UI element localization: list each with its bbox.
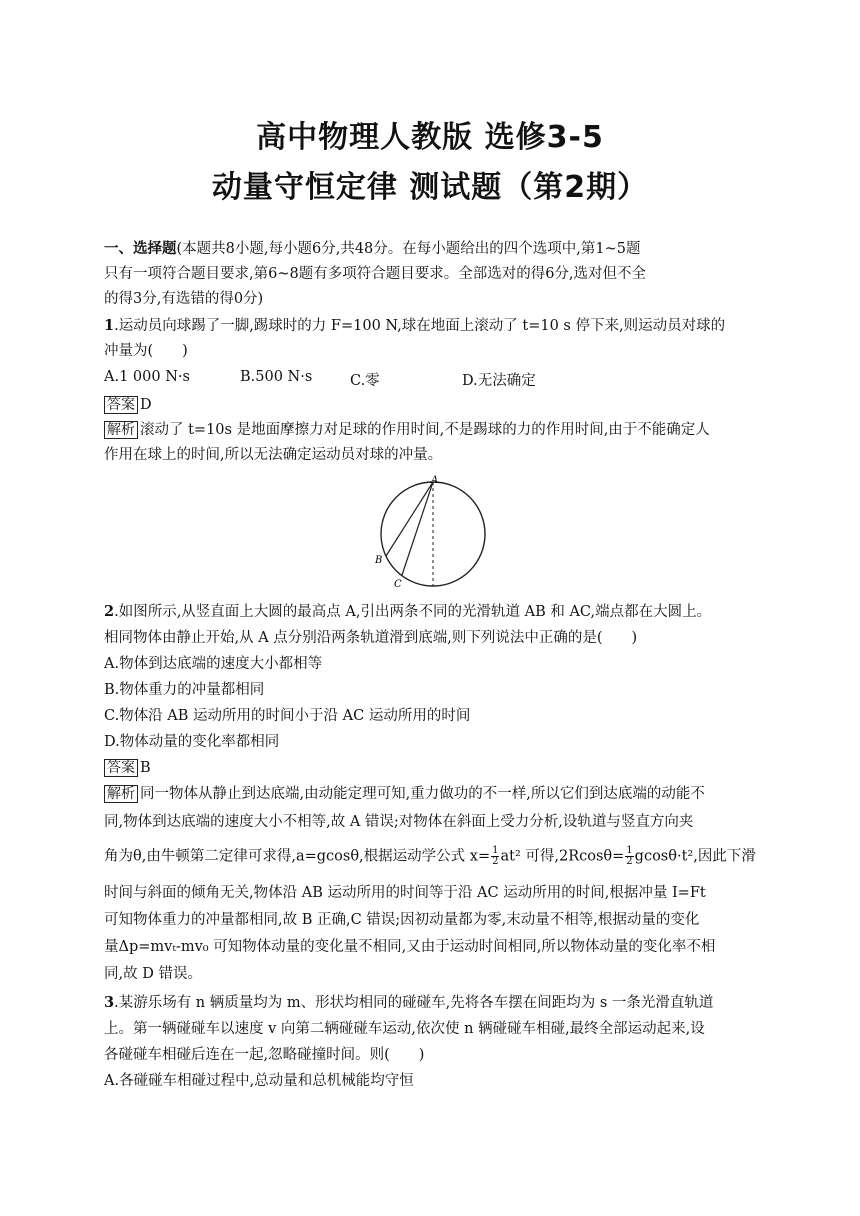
q2-analysis-line-5: 可知物体重力的冲量都相同,故 B 正确,C 错误;因初动量都为零,末动量不相等,根据动量的变化	[104, 912, 700, 928]
q2-text-line-2: 相同物体由静止开始,从 A 点分别沿两条轨道滑到底端,则下列说法中正确的是( )	[104, 630, 638, 646]
q1-text-1: .运动员向球踢了一脚,踢球时的力 F=100 N,球在地面上滚动了 t=10 s 停下来,则运动员对球的	[114, 318, 726, 334]
q2-answer-line	[104, 759, 151, 777]
q1-analysis-line-1	[104, 421, 710, 439]
fraction-denominator: 2	[626, 856, 633, 867]
page-subtitle: 动量守恒定律 测试题（第2期）	[211, 170, 649, 205]
circle-figure	[372, 472, 492, 592]
chord-ac	[402, 482, 433, 575]
q2-text-line-1	[104, 603, 711, 621]
page-title: 高中物理人教版 选修3-5	[256, 120, 604, 155]
fraction-denominator: 2	[492, 856, 499, 867]
q2-analysis-text-3b: at² 可得,2Rcosθ=	[500, 848, 625, 865]
q1-text-line-1	[104, 317, 725, 335]
q2-text-1: .如图所示,从竖直面上大圆的最高点 A,引出两条不同的光滑轨道 AB 和 AC,端点都在大圆上。	[114, 604, 712, 620]
q1-analysis-text-1: 滚动了 t=10s 是地面摩擦力对足球的作用时间,不是踢球的力的作用时间,由于不能确定人	[140, 422, 710, 438]
q1-text-line-2: 冲量为( )	[104, 343, 188, 359]
label-a: A	[431, 475, 439, 486]
q2-analysis-text-3c: gcosθ·t²,因此下滑	[634, 848, 756, 865]
q2-analysis-line-6: 量Δp=mvₜ-mv₀ 可知物体动量的变化量不相同,又由于运动时间相同,所以物体动量的变化率不相	[104, 939, 716, 955]
answer-tag: 答案	[104, 396, 138, 414]
fraction-numerator: 1	[626, 845, 633, 856]
q2-analysis-line-7: 同,故 D 错误。	[104, 966, 202, 982]
q3-text-line-1	[104, 994, 713, 1012]
q2-option-b: B.物体重力的冲量都相同	[104, 682, 265, 698]
big-circle	[381, 482, 485, 586]
q1-option-b: B.500 N·s	[240, 369, 313, 385]
q1-analysis-line-2: 作用在球上的时间,所以无法确定运动员对球的冲量。	[104, 447, 443, 463]
q2-option-c: C.物体沿 AB 运动所用的时间小于沿 AC 运动所用的时间	[104, 708, 471, 724]
chord-ab	[386, 482, 433, 556]
fraction-half	[491, 846, 499, 867]
q1-answer: D	[140, 397, 152, 413]
fraction-numerator: 1	[492, 845, 499, 856]
section-heading: 一、选择题	[104, 240, 177, 257]
q3-text-1: .某游乐场有 n 辆质量均为 m、形状均相同的碰碰车,先将各车摆在间距均为 s 一条光滑直轨道	[114, 995, 714, 1011]
q1-option-d: D.无法确定	[462, 373, 536, 389]
q2-number: 2	[104, 603, 115, 620]
q2-analysis-text-1: 同一物体从静止到达底端,由动能定理可知,重力做功的不一样,所以它们到达底端的动能不	[140, 786, 705, 802]
fraction-half-2	[625, 846, 633, 867]
label-b: B	[375, 555, 383, 566]
analysis-tag: 解析	[104, 785, 138, 803]
q2-answer: B	[140, 760, 151, 776]
q1-number: 1	[104, 317, 115, 334]
analysis-tag: 解析	[104, 421, 138, 439]
section-intro-text-1: (本题共8小题,每小题6分,共48分。在每小题给出的四个选项中,第1~5题	[176, 241, 641, 257]
q2-analysis-line-2: 同,物体到达底端的速度大小不相等,故 A 错误;对物体在斜面上受力分析,设轨道与竖直方向夹	[104, 814, 694, 830]
q2-analysis-line-4: 时间与斜面的倾角无关,物体沿 AB 运动所用的时间等于沿 AC 运动所用的时间,根据冲量 I=Ft	[104, 885, 706, 901]
q3-number: 3	[104, 994, 115, 1011]
section-intro-line-3: 的得3分,有选错的得0分)	[104, 291, 264, 307]
q2-analysis-line-3	[104, 846, 756, 867]
q1-option-a: A.1 000 N·s	[104, 369, 190, 385]
q3-option-a: A.各碰碰车相碰过程中,总动量和总机械能均守恒	[104, 1073, 414, 1089]
label-c: C	[394, 579, 402, 590]
q1-option-c: C.零	[350, 373, 380, 389]
q3-text-line-3: 各碰碰车相碰后连在一起,忽略碰撞时间。则( )	[104, 1047, 425, 1063]
q1-answer-line	[104, 396, 152, 414]
section-intro-line-2: 只有一项符合题目要求,第6~8题有多项符合题目要求。全部选对的得6分,选对但不全	[104, 266, 647, 282]
q2-analysis-line-1	[104, 785, 705, 803]
q2-option-a: A.物体到达底端的速度大小都相等	[104, 656, 323, 672]
answer-tag: 答案	[104, 759, 138, 777]
section-intro-line-1	[104, 240, 640, 258]
q2-option-d: D.物体动量的变化率都相同	[104, 734, 280, 750]
q3-text-line-2: 上。第一辆碰碰车以速度 v 向第二辆碰碰车运动,依次使 n 辆碰碰车相碰,最终全部运动起来,设	[104, 1021, 705, 1037]
q2-analysis-text-3a: 角为θ,由牛顿第二定律可求得,a=gcosθ,根据运动学公式 x=	[104, 848, 491, 865]
